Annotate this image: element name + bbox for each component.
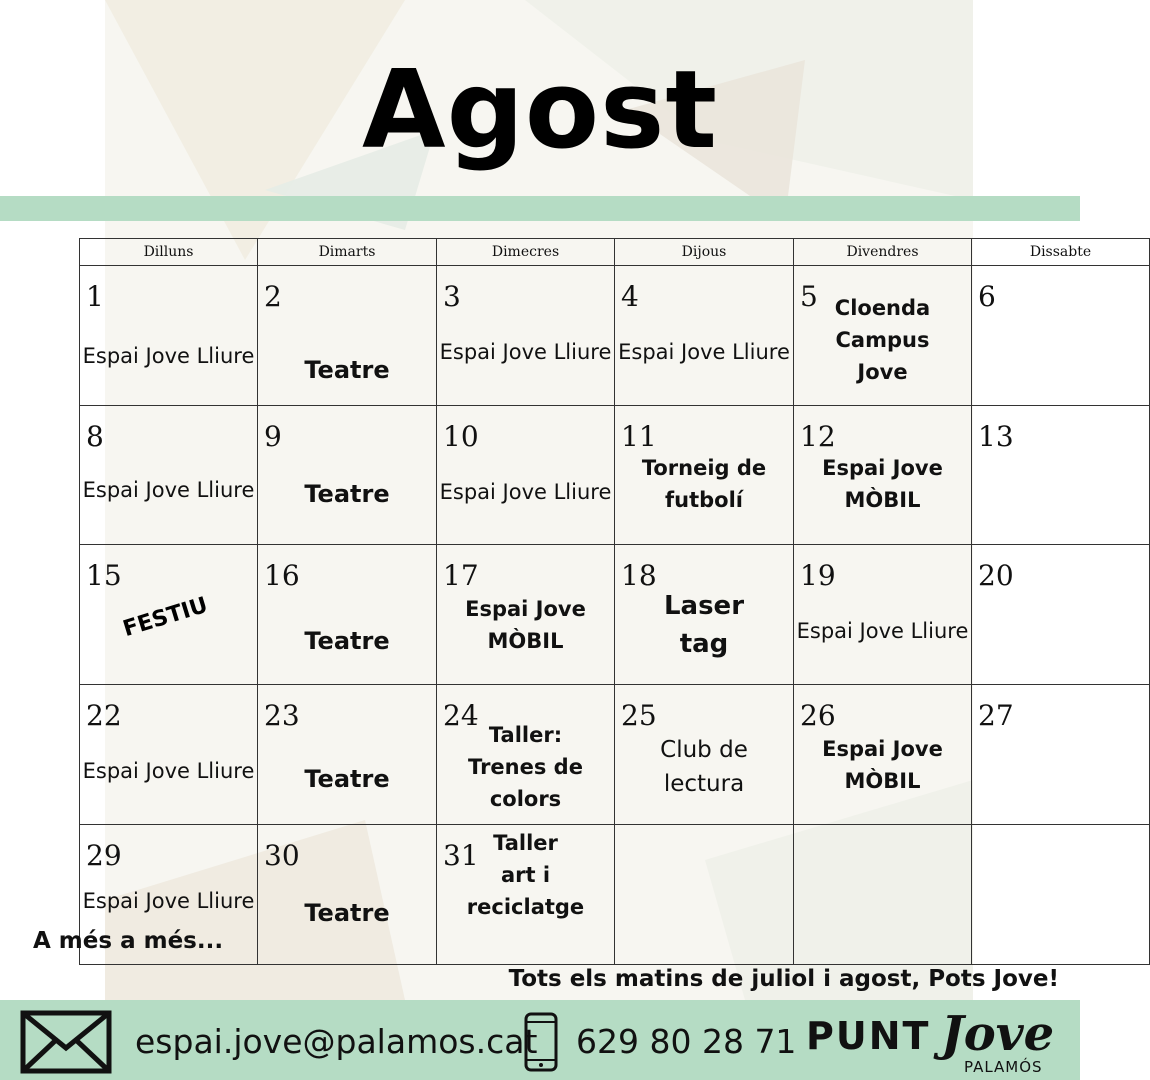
event-label: Espai Jove Lliure <box>82 478 255 502</box>
day-number: 29 <box>86 839 122 872</box>
calendar-day-cell <box>615 406 794 545</box>
calendar-day-cell <box>258 266 437 406</box>
event-label: Teatre <box>304 480 390 508</box>
calendar-day-cell <box>437 825 615 965</box>
calendar-day-cell <box>80 685 258 825</box>
calendar-day-cell <box>972 545 1150 685</box>
event-label: Espai Jove Lliure <box>439 480 612 504</box>
event-label: Espai Jove Lliure <box>82 759 255 783</box>
page-title: Agost <box>362 48 718 173</box>
day-number: 30 <box>264 839 300 872</box>
event-label: Teatre <box>304 899 390 927</box>
calendar-day-cell <box>972 825 1150 965</box>
day-number: 1 <box>86 280 104 313</box>
calendar-grid <box>79 238 1150 965</box>
calendar-day-cell <box>794 266 972 406</box>
calendar-day-cell <box>615 266 794 406</box>
day-number: 26 <box>800 699 836 732</box>
smartphone-icon <box>524 1012 558 1072</box>
calendar-day-cell <box>794 406 972 545</box>
event-label: Espai Jove Lliure <box>796 619 969 643</box>
day-number: 3 <box>443 280 461 313</box>
day-number: 10 <box>443 420 479 453</box>
day-number: 20 <box>978 559 1014 592</box>
event-label: Club de lectura <box>660 737 748 797</box>
calendar-day-cell <box>437 545 615 685</box>
calendar-day-cell <box>794 825 972 965</box>
event-label: Teatre <box>304 627 390 655</box>
contact-phone[interactable]: 629 80 28 71 <box>576 1022 797 1061</box>
calendar-day-cell <box>437 406 615 545</box>
calendar-day-cell <box>794 685 972 825</box>
calendar <box>79 238 1092 928</box>
summer-note: Tots els matins de juliol i agost, Pots Jove! <box>508 966 1059 992</box>
day-number: 17 <box>443 559 479 592</box>
calendar-day-cell <box>794 545 972 685</box>
day-number: 8 <box>86 420 104 453</box>
day-number: 27 <box>978 699 1014 732</box>
calendar-day-cell <box>615 545 794 685</box>
calendar-day-cell <box>258 406 437 545</box>
day-number: 31 <box>443 839 479 872</box>
calendar-day-cell <box>258 825 437 965</box>
event-label: Espai Jove MÒBIL <box>822 737 943 793</box>
extra-heading: A més a més... <box>33 928 224 954</box>
holiday-label: FESTIU <box>120 592 211 643</box>
day-number: 9 <box>264 420 282 453</box>
calendar-day-cell <box>437 266 615 406</box>
calendar-day-cell <box>80 545 258 685</box>
punt-jove-logo <box>806 1006 1066 1078</box>
weekday-header: Dissabte <box>972 239 1150 266</box>
event-label: Teatre <box>304 765 390 793</box>
event-label: Torneig de futbolí <box>641 456 767 512</box>
event-label: Espai Jove Lliure <box>82 889 255 913</box>
logo-jove-text: Jove <box>941 1006 1055 1062</box>
event-label: Espai Jove Lliure <box>439 340 612 364</box>
event-label: Espai Jove Lliure <box>618 340 790 364</box>
day-number: 4 <box>621 280 639 313</box>
day-number: 22 <box>86 699 122 732</box>
calendar-day-cell <box>80 266 258 406</box>
weekday-header: Divendres <box>794 239 972 266</box>
logo-punt-text: PUNT <box>806 1014 931 1058</box>
event-label: Espai Jove MÒBIL <box>465 597 586 653</box>
day-number: 13 <box>978 420 1014 453</box>
logo-place-text: PALAMÓS <box>964 1058 1043 1076</box>
day-number: 2 <box>264 280 282 313</box>
calendar-day-cell <box>972 266 1150 406</box>
day-number: 25 <box>621 699 657 732</box>
event-label: Espai Jove MÒBIL <box>822 456 943 512</box>
day-number: 23 <box>264 699 300 732</box>
calendar-day-cell <box>80 406 258 545</box>
event-label: Teatre <box>304 356 390 384</box>
day-number: 18 <box>621 559 657 592</box>
calendar-day-cell <box>258 545 437 685</box>
day-number: 19 <box>800 559 836 592</box>
day-number: 11 <box>621 420 657 453</box>
calendar-day-cell <box>437 685 615 825</box>
top-band <box>0 196 1080 221</box>
event-label: Espai Jove Lliure <box>82 344 255 368</box>
calendar-day-cell <box>615 685 794 825</box>
calendar-day-cell <box>972 406 1150 545</box>
day-number: 6 <box>978 280 996 313</box>
day-number: 15 <box>86 559 122 592</box>
envelope-icon <box>20 1010 112 1074</box>
event-label: Taller: Trenes de colors <box>468 723 583 811</box>
day-number: 12 <box>800 420 836 453</box>
day-number: 24 <box>443 699 479 732</box>
weekday-header: Dilluns <box>80 239 258 266</box>
weekday-header: Dijous <box>615 239 794 266</box>
weekday-header: Dimecres <box>437 239 615 266</box>
calendar-day-cell <box>258 685 437 825</box>
weekday-header: Dimarts <box>258 239 437 266</box>
day-number: 16 <box>264 559 300 592</box>
calendar-day-cell <box>615 825 794 965</box>
event-label: Cloenda Campus Jove <box>834 296 931 384</box>
day-number: 5 <box>800 280 818 313</box>
event-label: Taller art i reciclatge <box>466 831 585 919</box>
calendar-day-cell <box>972 685 1150 825</box>
contact-email[interactable]: espai.jove@palamos.cat <box>135 1022 538 1061</box>
event-label: Laser tag <box>663 591 745 659</box>
